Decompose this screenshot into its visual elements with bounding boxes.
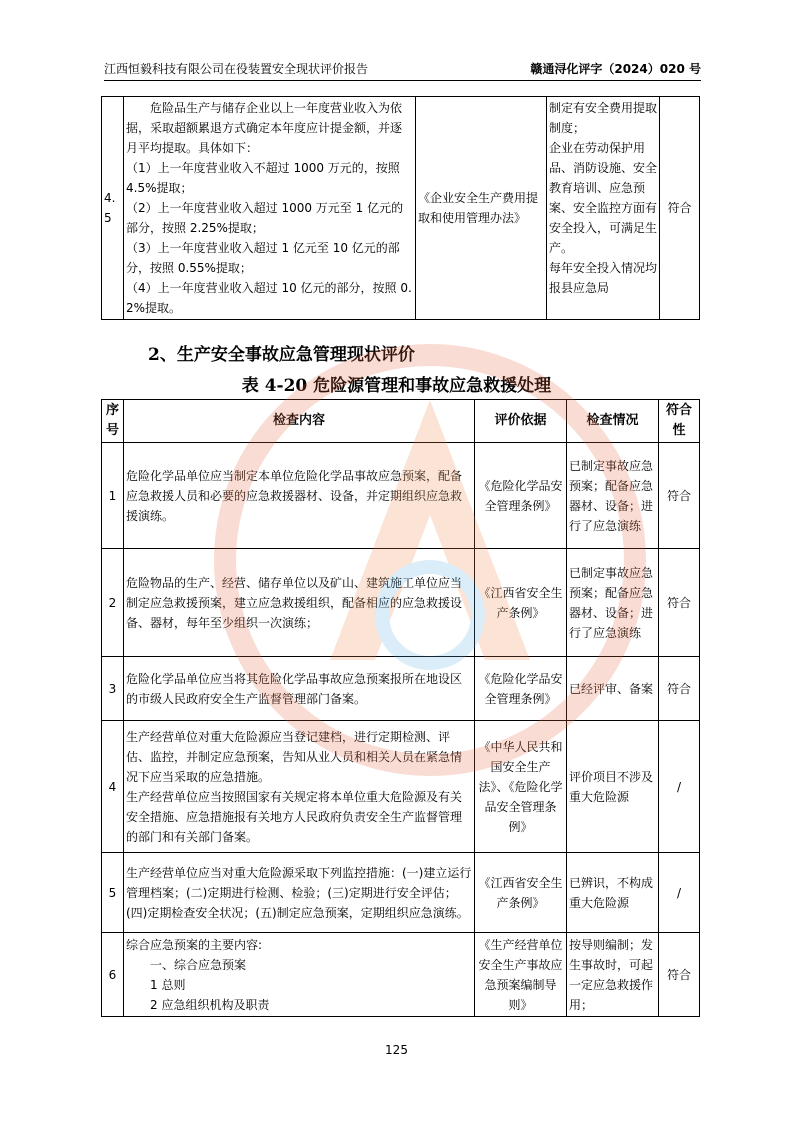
situation-line: 企业在劳动保护用品、消防设施、安全教育培训、应急预案、安全监控方面有安全投入，可满足生产。 — [549, 141, 658, 255]
check-content: 生产经营单位应当对重大危险源采取下列监控措施：(一)建立运行管理档案；(二)定期进行检测、检验；(三)定期进行安全评估；(四)定期检查安全状况；(五)制定应急预案，定期组织应急演练。 — [124, 853, 475, 933]
table-row — [102, 853, 700, 933]
table-header-row — [102, 400, 700, 443]
situation-line: 制定有安全费用提取制度； — [549, 101, 658, 135]
content-paragraph: 综合应急预案的主要内容: — [126, 937, 263, 952]
check-content — [124, 721, 475, 853]
table-row — [102, 657, 700, 721]
check-content — [124, 97, 416, 320]
compliance-result: 符合 — [660, 97, 700, 320]
content-paragraph: 1 总则 — [150, 977, 186, 992]
table-row — [102, 97, 700, 320]
check-content — [124, 933, 475, 1017]
item-number: 4 — [102, 721, 124, 853]
compliance-result: / — [659, 721, 700, 853]
page-number: 125 — [385, 1043, 408, 1057]
situation-line: 每年安全投入情况均报县应急局 — [549, 261, 658, 295]
table-row — [102, 933, 700, 1017]
hazard-emergency-table — [101, 399, 700, 1017]
page-header — [104, 58, 701, 81]
compliance-result: 符合 — [659, 549, 700, 657]
evaluation-basis: 《企业安全生产费用提取和使用管理办法》 — [416, 97, 547, 320]
check-situation: 已制定事故应急预案；配备应急器材、设备；进行了应急演练 — [567, 549, 659, 657]
item-number: 5 — [102, 853, 124, 933]
header-num: 序号 — [102, 400, 124, 443]
evaluation-basis: 《江西省安全生产条例》 — [475, 549, 567, 657]
content-paragraph: 危险品生产与储存企业以上一年度营业收入为依据，采取超额累退方式确定本年度应计提金额，并逐月平均提取。具体如下： — [126, 101, 403, 155]
compliance-result: 符合 — [659, 443, 700, 549]
evaluation-basis: 《生产经营单位安全生产事故应急预案编制导则》 — [475, 933, 567, 1017]
check-situation: 已辨识，不构成重大危险源 — [567, 853, 659, 933]
table-row — [102, 721, 700, 853]
content-paragraph: （3）上一年度营业收入超过 1 亿元至 10 亿元的部分，按照 0.55%提取； — [126, 241, 400, 275]
check-content: 危险化学品单位应当制定本单位危险化学品事故应急预案，配备应急救援人员和必要的应急救援器材、设备，并定期组织应急救援演练。 — [124, 443, 475, 549]
item-number: 1 — [102, 443, 124, 549]
table-caption: 表 4-20 危险源管理和事故应急救援处理 — [241, 376, 552, 396]
content-paragraph: 一、综合应急预案 — [150, 957, 247, 972]
header-report-number: 赣通浔化评字（2024）020 号 — [530, 62, 701, 76]
table-row — [102, 549, 700, 657]
header-report-title: 江西恒毅科技有限公司在役装置安全现状评价报告 — [104, 62, 369, 76]
header-situation: 检查情况 — [567, 400, 659, 443]
content-paragraph: （1）上一年度营业收入不超过 1000 万元的，按照 4.5%提取； — [126, 161, 400, 195]
item-number: 3 — [102, 657, 124, 721]
content-paragraph: 生产经营单位应当按照国家有关规定将本单位重大危险源及有关安全措施、应急措施报有关地方人民政府负责安全生产监督管理的部门和有关部门备案。 — [126, 789, 463, 844]
content-paragraph: （4）上一年度营业收入超过 10 亿元的部分，按照 0.2%提取。 — [126, 281, 412, 315]
content-paragraph: （2）上一年度营业收入超过 1000 万元至 1 亿元的部分，按照 2.25%提取； — [126, 201, 404, 235]
header-basis: 评价依据 — [475, 400, 567, 443]
table-row — [102, 443, 700, 549]
check-situation: 已经评审、备案 — [567, 657, 659, 721]
continued-table — [101, 96, 700, 320]
check-situation: 按导则编制；发生事故时，可起一定应急救援作用； — [567, 933, 659, 1017]
content-paragraph: 2 应急组织机构及职责 — [150, 997, 270, 1012]
check-situation — [547, 97, 660, 320]
header-result: 符合性 — [659, 400, 700, 443]
evaluation-basis: 《江西省安全生产条例》 — [475, 853, 567, 933]
header-content: 检查内容 — [124, 400, 475, 443]
check-situation: 已制定事故应急预案；配备应急器材、设备；进行了应急演练 — [567, 443, 659, 549]
content-paragraph: 生产经营单位对重大危险源应当登记建档，进行定期检测、评估、监控，并制定应急预案，告知从业人员和相关人员在紧急情况下应当采取的应急措施。 — [126, 729, 463, 784]
compliance-result: / — [659, 853, 700, 933]
compliance-result: 符合 — [659, 657, 700, 721]
section-heading: 2、生产安全事故应急管理现状评价 — [148, 345, 415, 365]
evaluation-basis: 《危险化学品安全管理条例》 — [475, 443, 567, 549]
evaluation-basis: 《中华人民共和国安全生产法》、《危险化学品安全管理条例》 — [475, 721, 567, 853]
check-situation: 评价项目不涉及重大危险源 — [567, 721, 659, 853]
item-number: 6 — [102, 933, 124, 1017]
compliance-result: 符合 — [659, 933, 700, 1017]
evaluation-basis: 《危险化学品安全管理条例》 — [475, 657, 567, 721]
item-number: 2 — [102, 549, 124, 657]
item-number: 4.5 — [102, 97, 124, 320]
check-content: 危险化学品单位应当将其危险化学品事故应急预案报所在地设区的市级人民政府安全生产监督管理部门备案。 — [124, 657, 475, 721]
check-content: 危险物品的生产、经营、储存单位以及矿山、建筑施工单位应当制定应急救援预案，建立应急救援组织，配备相应的应急救援设备、器材，每年至少组织一次演练； — [124, 549, 475, 657]
